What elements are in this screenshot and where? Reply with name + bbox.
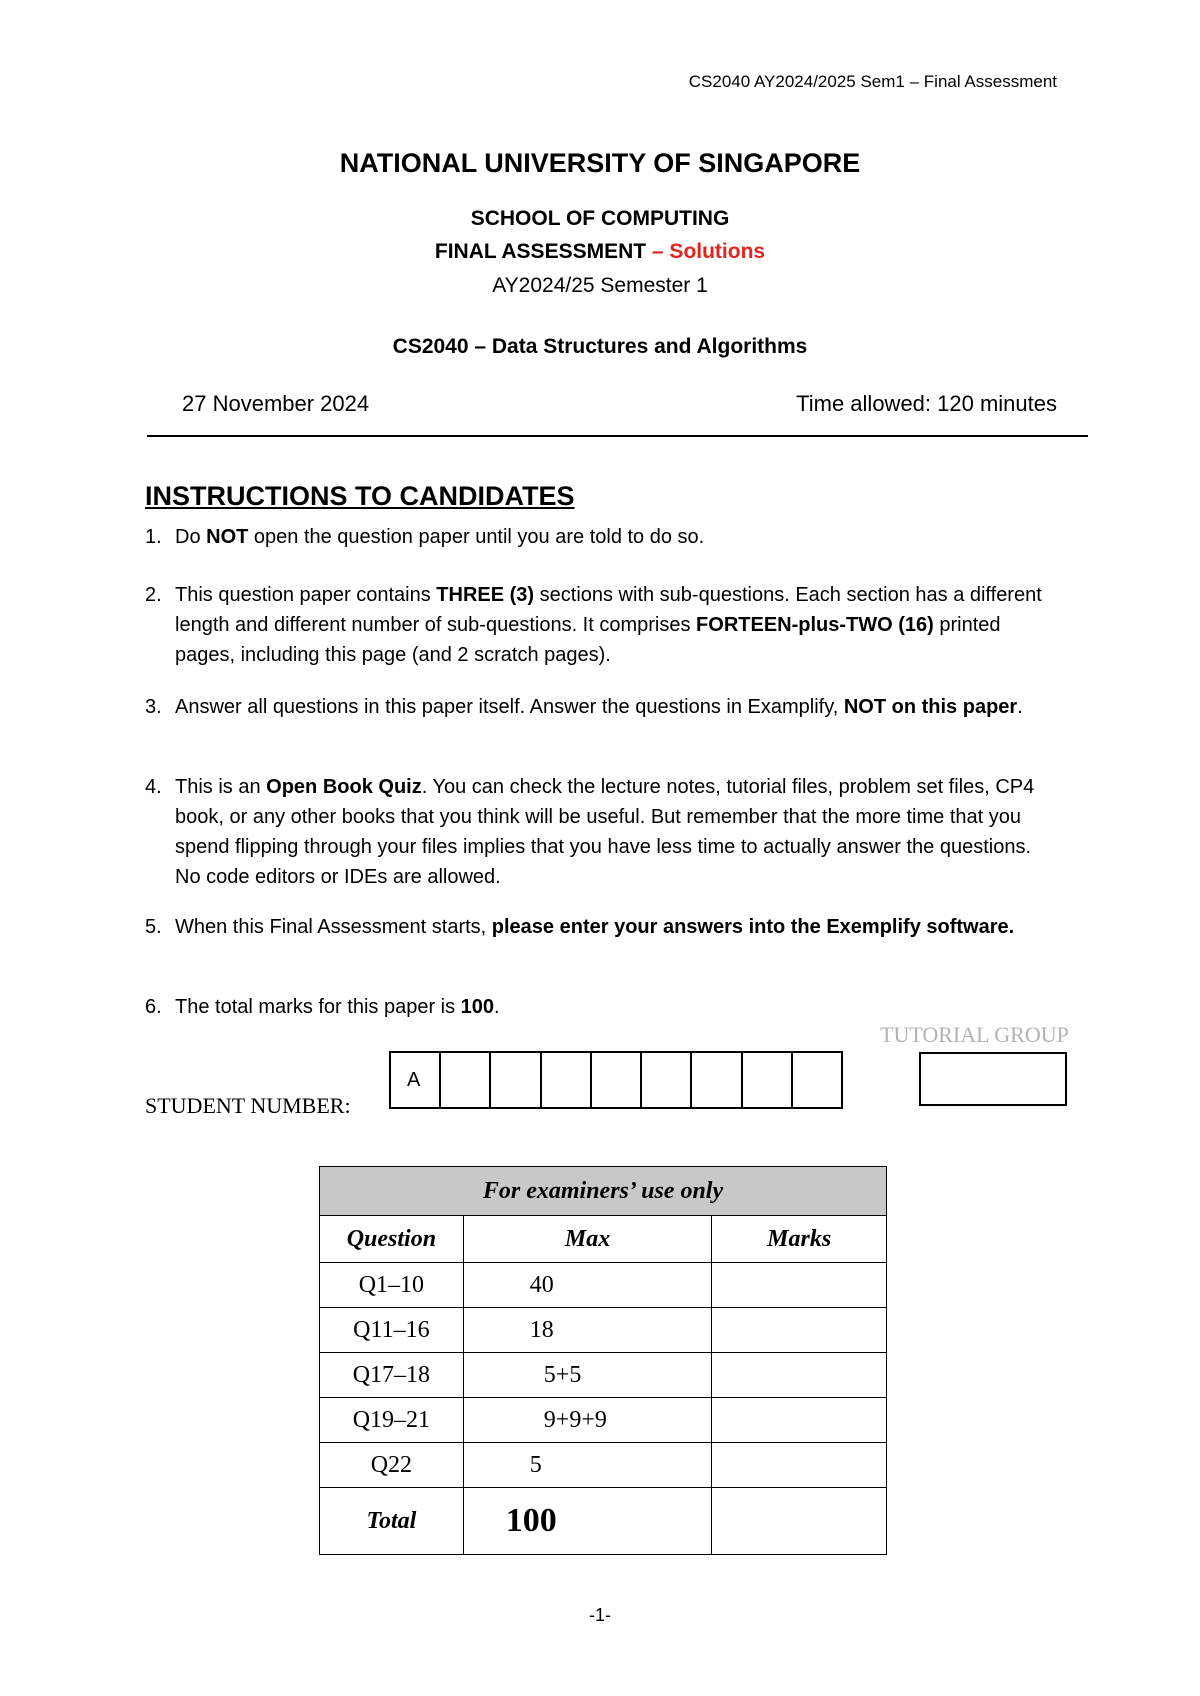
column-header-question: Question (320, 1216, 464, 1263)
instruction-text: open the question paper until you are told to do so. (248, 526, 705, 548)
total-max: 100 (463, 1488, 712, 1555)
instruction-item (145, 580, 1057, 670)
table-row (320, 1398, 887, 1443)
school-name: SCHOOL OF COMPUTING (470, 207, 730, 230)
instruction-text: . (494, 996, 500, 1018)
max-cell: 5+5 (463, 1353, 712, 1398)
page-number: -1- (589, 1605, 611, 1625)
column-header-max: Max (463, 1216, 712, 1263)
tutorial-group-field[interactable] (919, 1052, 1067, 1106)
solutions-label: – Solutions (651, 240, 766, 263)
assessment-title (0, 240, 1200, 264)
question-cell: Q11–16 (320, 1308, 464, 1353)
total-marks-cell (712, 1488, 887, 1555)
instruction-text: When this Final Assessment starts, (175, 916, 492, 938)
instruction-text: Answer all questions in this paper itself. Answer the questions in Examplify, (175, 696, 844, 718)
time-allowed: Time allowed: 120 minutes (796, 391, 1057, 416)
total-label: Total (320, 1488, 464, 1555)
instructions-heading: INSTRUCTIONS TO CANDIDATES (145, 481, 575, 511)
instruction-number: 1. (145, 526, 162, 548)
instruction-text: The total marks for this paper is (175, 996, 461, 1018)
table-row (320, 1308, 887, 1353)
question-cell: Q19–21 (320, 1398, 464, 1443)
student-number-digit-box[interactable] (491, 1053, 541, 1107)
instruction-item (145, 992, 1057, 1022)
course-title: CS2040 – Data Structures and Algorithms (392, 335, 808, 358)
table-row (320, 1353, 887, 1398)
instruction-number: 5. (145, 916, 162, 938)
question-cell: Q22 (320, 1443, 464, 1488)
instruction-number: 6. (145, 996, 162, 1018)
student-number-digit-box[interactable] (441, 1053, 491, 1107)
header-rule (147, 435, 1088, 437)
instruction-text: This question paper contains (175, 584, 437, 606)
student-number-prefix: A (391, 1053, 441, 1107)
instruction-emphasis: Open Book Quiz (266, 776, 422, 798)
instruction-emphasis: THREE (3) (436, 584, 535, 606)
instruction-text: This is an (175, 776, 267, 798)
question-cell: Q1–10 (320, 1263, 464, 1308)
student-number-field[interactable] (389, 1051, 843, 1109)
column-header-marks: Marks (712, 1216, 887, 1263)
instruction-number: 4. (145, 776, 162, 798)
marks-cell (712, 1443, 887, 1488)
examiners-table (319, 1166, 887, 1555)
instruction-item (145, 522, 1057, 552)
instruction-text: Do (175, 526, 207, 548)
instruction-item (145, 772, 1057, 892)
student-number-digit-box[interactable] (592, 1053, 642, 1107)
student-number-digit-box[interactable] (743, 1053, 793, 1107)
instruction-text: . You can check the lecture notes, tutorial files, problem set files, CP4 book, or any other books that you think will be useful. But remember that the more time that you spend flipping through your files implies that you have less time to actually answer the questions. No code editors or IDEs are allowed. (175, 776, 1035, 888)
instruction-item (145, 692, 1057, 722)
table-row (320, 1443, 887, 1488)
table-row (320, 1263, 887, 1308)
instruction-emphasis: please enter your answers into the Exemplify software. (491, 916, 1015, 938)
student-number-digit-box[interactable] (542, 1053, 592, 1107)
question-cell: Q17–18 (320, 1353, 464, 1398)
max-cell: 18 (463, 1308, 712, 1353)
examiners-table-title: For examiners’ use only (320, 1167, 887, 1216)
student-number-label: STUDENT NUMBER: (145, 1093, 351, 1118)
instruction-number: 3. (145, 696, 162, 718)
instruction-number: 2. (145, 584, 162, 606)
instruction-emphasis: NOT on this paper (843, 696, 1018, 718)
assessment-label: FINAL ASSESSMENT (434, 240, 652, 263)
instruction-emphasis: 100 (460, 996, 495, 1018)
tutorial-group-label: TUTORIAL GROUP (880, 1022, 1069, 1047)
instruction-emphasis: NOT (206, 526, 249, 548)
marks-cell (712, 1263, 887, 1308)
marks-cell (712, 1308, 887, 1353)
instruction-text: . (1017, 696, 1023, 718)
marks-cell (712, 1353, 887, 1398)
semester: AY2024/25 Semester 1 (492, 274, 708, 297)
student-number-digit-box[interactable] (692, 1053, 742, 1107)
max-cell: 9+9+9 (463, 1398, 712, 1443)
max-cell: 40 (463, 1263, 712, 1308)
student-number-digit-box[interactable] (793, 1053, 841, 1107)
student-number-digit-box[interactable] (642, 1053, 692, 1107)
instruction-emphasis: FORTEEN-plus-TWO (16) (696, 614, 934, 636)
instruction-item (145, 912, 1057, 942)
instruction-text: sections with sub-questions. Each section has a different length and different number of sub-questions. It comprises (175, 584, 1042, 636)
university-name: NATIONAL UNIVERSITY OF SINGAPORE (339, 148, 861, 178)
max-cell: 5 (463, 1443, 712, 1488)
marks-cell (712, 1398, 887, 1443)
running-header: CS2040 AY2024/2025 Sem1 – Final Assessment (688, 72, 1057, 91)
exam-date: 27 November 2024 (182, 391, 370, 416)
instruction-text: printed pages, including this page (and 2 scratch pages). (175, 614, 1001, 666)
total-row (320, 1488, 887, 1555)
